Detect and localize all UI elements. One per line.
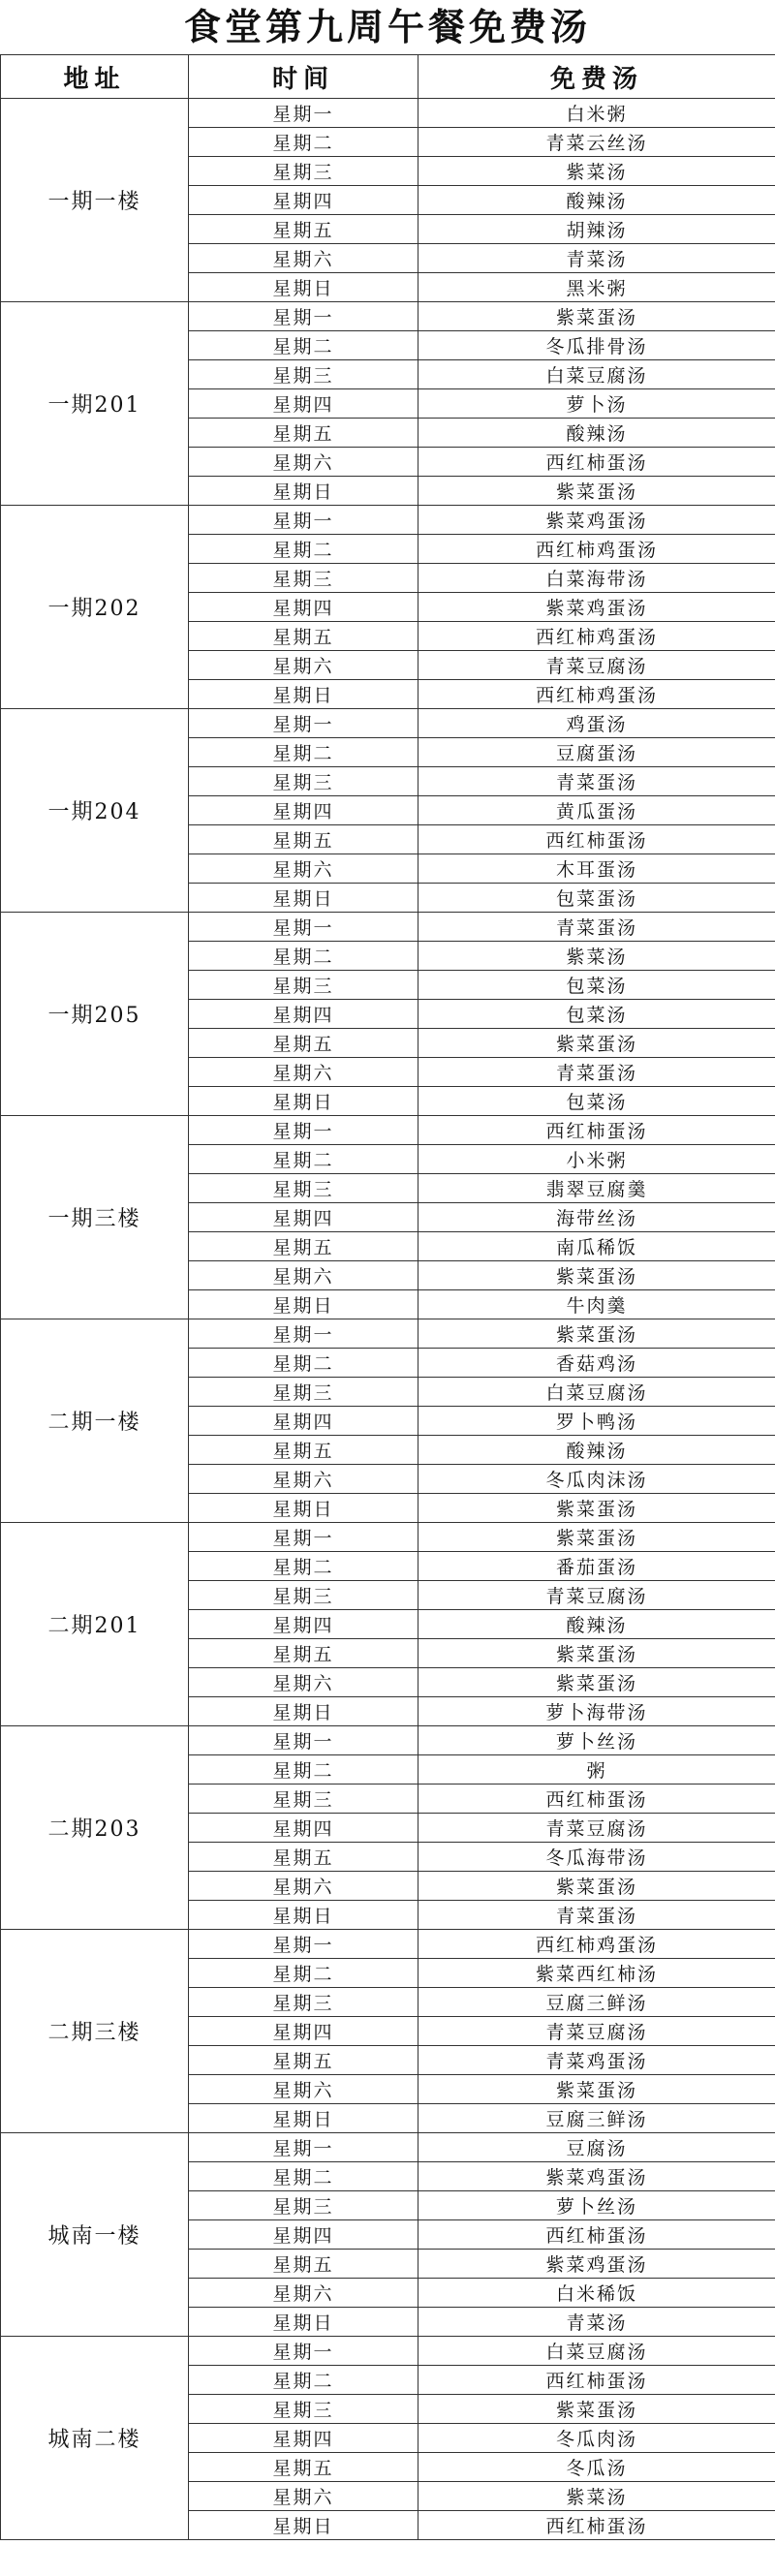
soup-cell: 包菜蛋汤	[418, 884, 775, 913]
soup-cell: 豆腐三鲜汤	[418, 2104, 775, 2133]
day-cell: 星期六	[189, 2279, 418, 2308]
day-cell: 星期三	[189, 2395, 418, 2424]
soup-cell: 冬瓜海带汤	[418, 1843, 775, 1872]
day-cell: 星期日	[189, 2104, 418, 2133]
soup-cell: 紫菜西红柿汤	[418, 1959, 775, 1988]
day-cell: 星期六	[189, 1058, 418, 1087]
table-row	[1, 1319, 775, 1349]
location-cell: 一期202	[1, 506, 189, 709]
soup-cell: 冬瓜肉汤	[418, 2424, 775, 2453]
day-cell: 星期二	[189, 2162, 418, 2191]
soup-cell: 西红柿鸡蛋汤	[418, 1930, 775, 1959]
table-row	[1, 2133, 775, 2162]
day-cell: 星期五	[189, 1639, 418, 1668]
soup-cell: 鸡蛋汤	[418, 709, 775, 738]
day-cell: 星期日	[189, 2511, 418, 2540]
day-cell: 星期四	[189, 1407, 418, 1436]
soup-cell: 西红柿蛋汤	[418, 825, 775, 854]
day-cell: 星期一	[189, 1930, 418, 1959]
day-cell: 星期六	[189, 244, 418, 273]
soup-cell: 白米稀饭	[418, 2279, 775, 2308]
day-cell: 星期三	[189, 767, 418, 796]
table-row	[1, 1116, 775, 1145]
day-cell: 星期一	[189, 99, 418, 128]
soup-cell: 豆腐汤	[418, 2133, 775, 2162]
day-cell: 星期六	[189, 448, 418, 477]
soup-cell: 紫菜蛋汤	[418, 1029, 775, 1058]
soup-cell: 萝卜丝汤	[418, 1726, 775, 1755]
soup-cell: 海带丝汤	[418, 1203, 775, 1232]
soup-cell: 黄瓜蛋汤	[418, 796, 775, 825]
soup-cell: 紫菜蛋汤	[418, 2075, 775, 2104]
day-cell: 星期五	[189, 825, 418, 854]
location-cell: 二期201	[1, 1523, 189, 1726]
table-row	[1, 709, 775, 738]
day-cell: 星期六	[189, 1668, 418, 1697]
soup-cell: 西红柿蛋汤	[418, 2220, 775, 2250]
soup-cell: 青菜蛋汤	[418, 767, 775, 796]
soup-cell: 西红柿蛋汤	[418, 1785, 775, 1814]
soup-cell: 西红柿鸡蛋汤	[418, 535, 775, 564]
soup-cell: 紫菜蛋汤	[418, 1319, 775, 1349]
soup-cell: 酸辣汤	[418, 1436, 775, 1465]
soup-cell: 紫菜鸡蛋汤	[418, 506, 775, 535]
soup-cell: 青菜云丝汤	[418, 128, 775, 157]
header-row	[1, 55, 775, 99]
soup-cell: 紫菜蛋汤	[418, 1668, 775, 1697]
soup-cell: 青菜豆腐汤	[418, 1814, 775, 1843]
day-cell: 星期三	[189, 157, 418, 186]
soup-cell: 酸辣汤	[418, 1610, 775, 1639]
soup-cell: 紫菜蛋汤	[418, 2395, 775, 2424]
location-cell: 一期205	[1, 913, 189, 1116]
soup-cell: 紫菜蛋汤	[418, 1639, 775, 1668]
day-cell: 星期六	[189, 651, 418, 680]
table-row	[1, 2337, 775, 2366]
table-row	[1, 302, 775, 331]
day-cell: 星期四	[189, 2220, 418, 2250]
location-cell: 二期一楼	[1, 1319, 189, 1523]
day-cell: 星期五	[189, 2250, 418, 2279]
day-cell: 星期一	[189, 709, 418, 738]
day-cell: 星期六	[189, 1261, 418, 1290]
day-cell: 星期三	[189, 2191, 418, 2220]
location-cell: 一期204	[1, 709, 189, 913]
day-cell: 星期日	[189, 1087, 418, 1116]
day-cell: 星期二	[189, 2366, 418, 2395]
page-title: 食堂第九周午餐免费汤	[183, 5, 591, 48]
soup-cell: 冬瓜肉沫汤	[418, 1465, 775, 1494]
soup-cell: 小米粥	[418, 1145, 775, 1174]
soup-cell: 紫菜蛋汤	[418, 1494, 775, 1523]
soup-cell: 青菜汤	[418, 2308, 775, 2337]
header-location: 地址	[1, 55, 189, 99]
day-cell: 星期三	[189, 1785, 418, 1814]
location-cell: 一期一楼	[1, 99, 189, 302]
soup-cell: 紫菜蛋汤	[418, 1523, 775, 1552]
day-cell: 星期一	[189, 1523, 418, 1552]
location-cell: 城南二楼	[1, 2337, 189, 2540]
day-cell: 星期五	[189, 1436, 418, 1465]
day-cell: 星期一	[189, 1319, 418, 1349]
day-cell: 星期五	[189, 2046, 418, 2075]
soup-cell: 青菜汤	[418, 244, 775, 273]
soup-cell: 西红柿蛋汤	[418, 2366, 775, 2395]
day-cell: 星期四	[189, 186, 418, 215]
table-row	[1, 1726, 775, 1755]
soup-cell: 罗卜鸭汤	[418, 1407, 775, 1436]
table-row	[1, 1930, 775, 1959]
day-cell: 星期六	[189, 1872, 418, 1901]
day-cell: 星期二	[189, 1145, 418, 1174]
soup-cell: 酸辣汤	[418, 419, 775, 448]
location-cell: 一期201	[1, 302, 189, 506]
table-row	[1, 506, 775, 535]
day-cell: 星期四	[189, 1814, 418, 1843]
day-cell: 星期三	[189, 1581, 418, 1610]
soup-cell: 青菜蛋汤	[418, 1901, 775, 1930]
soup-cell: 青菜豆腐汤	[418, 2017, 775, 2046]
header-soup: 免费汤	[418, 55, 775, 99]
soup-cell: 豆腐三鲜汤	[418, 1988, 775, 2017]
location-cell: 城南一楼	[1, 2133, 189, 2337]
soup-cell: 酸辣汤	[418, 186, 775, 215]
day-cell: 星期四	[189, 796, 418, 825]
soup-cell: 豆腐蛋汤	[418, 738, 775, 767]
day-cell: 星期日	[189, 884, 418, 913]
day-cell: 星期二	[189, 1755, 418, 1785]
day-cell: 星期六	[189, 1465, 418, 1494]
soup-cell: 青菜豆腐汤	[418, 651, 775, 680]
soup-cell: 黑米粥	[418, 273, 775, 302]
soup-cell: 紫菜蛋汤	[418, 302, 775, 331]
day-cell: 星期二	[189, 1959, 418, 1988]
day-cell: 星期三	[189, 360, 418, 389]
soup-cell: 西红柿蛋汤	[418, 1116, 775, 1145]
soup-cell: 包菜汤	[418, 1000, 775, 1029]
soup-schedule-table	[0, 54, 775, 2540]
day-cell: 星期二	[189, 535, 418, 564]
day-cell: 星期五	[189, 1843, 418, 1872]
day-cell: 星期二	[189, 128, 418, 157]
day-cell: 星期一	[189, 506, 418, 535]
day-cell: 星期日	[189, 1290, 418, 1319]
soup-cell: 紫菜鸡蛋汤	[418, 2250, 775, 2279]
day-cell: 星期日	[189, 1697, 418, 1726]
day-cell: 星期日	[189, 273, 418, 302]
day-cell: 星期四	[189, 593, 418, 622]
day-cell: 星期三	[189, 1378, 418, 1407]
soup-cell: 香菇鸡汤	[418, 1349, 775, 1378]
soup-cell: 牛肉羹	[418, 1290, 775, 1319]
day-cell: 星期五	[189, 419, 418, 448]
table-body	[1, 99, 775, 2540]
day-cell: 星期六	[189, 2482, 418, 2511]
location-cell: 二期三楼	[1, 1930, 189, 2133]
soup-cell: 紫菜汤	[418, 942, 775, 971]
soup-cell: 南瓜稀饭	[418, 1232, 775, 1261]
day-cell: 星期一	[189, 913, 418, 942]
soup-cell: 西红柿蛋汤	[418, 2511, 775, 2540]
soup-cell: 翡翠豆腐羹	[418, 1174, 775, 1203]
location-cell: 一期三楼	[1, 1116, 189, 1319]
soup-cell: 萝卜海带汤	[418, 1697, 775, 1726]
day-cell: 星期一	[189, 2337, 418, 2366]
soup-cell: 番茄蛋汤	[418, 1552, 775, 1581]
soup-cell: 青菜蛋汤	[418, 1058, 775, 1087]
table-row	[1, 99, 775, 128]
day-cell: 星期日	[189, 680, 418, 709]
day-cell: 星期五	[189, 1232, 418, 1261]
soup-cell: 冬瓜排骨汤	[418, 331, 775, 360]
day-cell: 星期三	[189, 564, 418, 593]
soup-cell: 木耳蛋汤	[418, 854, 775, 884]
day-cell: 星期五	[189, 1029, 418, 1058]
soup-cell: 白菜豆腐汤	[418, 360, 775, 389]
day-cell: 星期日	[189, 1901, 418, 1930]
day-cell: 星期六	[189, 2075, 418, 2104]
day-cell: 星期日	[189, 477, 418, 506]
day-cell: 星期日	[189, 1494, 418, 1523]
day-cell: 星期一	[189, 1726, 418, 1755]
day-cell: 星期二	[189, 331, 418, 360]
soup-cell: 胡辣汤	[418, 215, 775, 244]
day-cell: 星期三	[189, 1174, 418, 1203]
day-cell: 星期一	[189, 302, 418, 331]
day-cell: 星期五	[189, 215, 418, 244]
day-cell: 星期四	[189, 2017, 418, 2046]
soup-cell: 西红柿鸡蛋汤	[418, 680, 775, 709]
soup-cell: 粥	[418, 1755, 775, 1785]
day-cell: 星期四	[189, 1000, 418, 1029]
day-cell: 星期三	[189, 971, 418, 1000]
soup-cell: 紫菜汤	[418, 157, 775, 186]
table-row	[1, 1523, 775, 1552]
day-cell: 星期一	[189, 2133, 418, 2162]
day-cell: 星期二	[189, 1349, 418, 1378]
soup-cell: 冬瓜汤	[418, 2453, 775, 2482]
day-cell: 星期二	[189, 738, 418, 767]
header-day: 时间	[189, 55, 418, 99]
day-cell: 星期三	[189, 1988, 418, 2017]
soup-cell: 青菜豆腐汤	[418, 1581, 775, 1610]
location-cell: 二期203	[1, 1726, 189, 1930]
soup-cell: 青菜蛋汤	[418, 913, 775, 942]
soup-cell: 包菜汤	[418, 971, 775, 1000]
soup-cell: 紫菜汤	[418, 2482, 775, 2511]
day-cell: 星期日	[189, 2308, 418, 2337]
day-cell: 星期二	[189, 942, 418, 971]
soup-cell: 萝卜汤	[418, 389, 775, 419]
soup-cell: 萝卜丝汤	[418, 2191, 775, 2220]
day-cell: 星期二	[189, 1552, 418, 1581]
table-row	[1, 913, 775, 942]
day-cell: 星期六	[189, 854, 418, 884]
day-cell: 星期四	[189, 2424, 418, 2453]
soup-cell: 紫菜蛋汤	[418, 1261, 775, 1290]
soup-cell: 包菜汤	[418, 1087, 775, 1116]
day-cell: 星期一	[189, 1116, 418, 1145]
soup-cell: 紫菜鸡蛋汤	[418, 593, 775, 622]
day-cell: 星期五	[189, 2453, 418, 2482]
soup-cell: 紫菜鸡蛋汤	[418, 2162, 775, 2191]
soup-cell: 西红柿蛋汤	[418, 448, 775, 477]
soup-cell: 紫菜蛋汤	[418, 477, 775, 506]
day-cell: 星期五	[189, 622, 418, 651]
day-cell: 星期四	[189, 1610, 418, 1639]
day-cell: 星期四	[189, 389, 418, 419]
soup-cell: 白菜豆腐汤	[418, 1378, 775, 1407]
day-cell: 星期四	[189, 1203, 418, 1232]
soup-cell: 西红柿鸡蛋汤	[418, 622, 775, 651]
soup-cell: 白菜豆腐汤	[418, 2337, 775, 2366]
soup-cell: 白菜海带汤	[418, 564, 775, 593]
soup-cell: 白米粥	[418, 99, 775, 128]
soup-cell: 青菜鸡蛋汤	[418, 2046, 775, 2075]
soup-cell: 紫菜蛋汤	[418, 1872, 775, 1901]
